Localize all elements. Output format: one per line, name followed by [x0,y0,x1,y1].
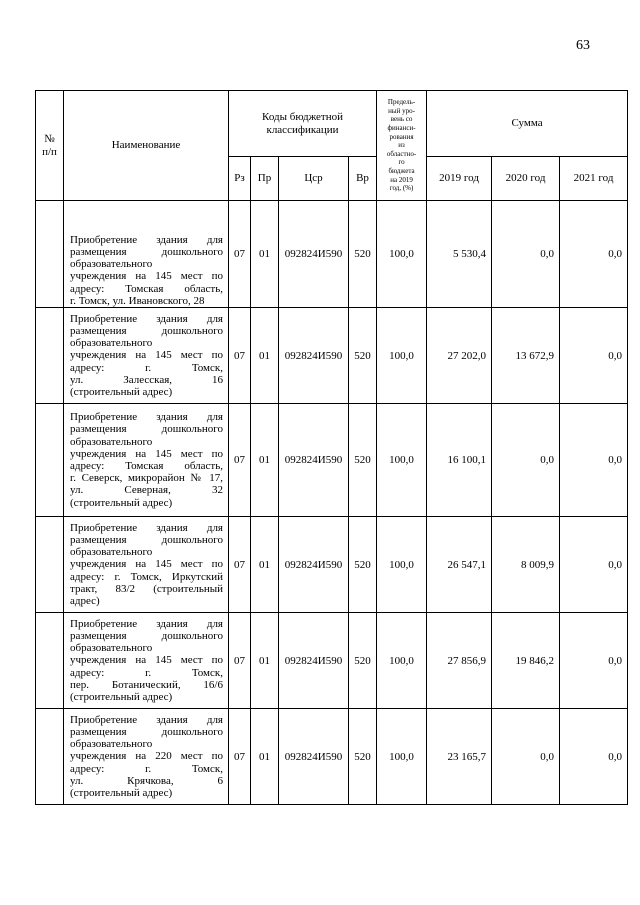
row-2020-cell: 19 846,2 [492,613,560,709]
row-number-cell [36,308,64,404]
header-sum: Сумма [427,91,628,157]
header-num: № п/п [36,91,64,201]
row-csr-cell: 092824И590 [279,404,349,517]
row-vr-cell: 520 [349,613,377,709]
table-row [36,201,628,308]
row-vr-cell: 520 [349,308,377,404]
row-2021-cell: 0,0 [560,517,628,613]
row-name-line: (строительный адрес) [70,386,173,398]
row-name-line: адресу: г. Томск, Иркутский [70,570,223,583]
table-body [36,201,628,805]
row-pr-cell: 01 [251,517,279,613]
row-name-line: размещения дошкольного [70,629,223,642]
row-pr-cell: 01 [251,613,279,709]
row-number-cell [36,201,64,308]
row-name-line: г. Томск, ул. Ивановского, 28 [70,294,205,307]
row-csr-cell: 092824И590 [279,709,349,805]
header-2020: 2020 год [492,157,560,201]
row-name-cell [64,517,229,613]
row-2020-cell: 8 009,9 [492,517,560,613]
row-name-line: образовательного [70,642,153,655]
row-vr-cell: 520 [349,404,377,517]
row-2021-cell: 0,0 [560,613,628,709]
row-csr-cell: 092824И590 [279,308,349,404]
header-limit: Предель- ный уро- вень со финанси- рования из областно- го бюджета на 2019 год, (%) [377,91,427,201]
row-name-line: адресу: г. Томск, [70,666,223,679]
row-name-line: образовательного [70,546,153,559]
row-name-cell [64,308,229,404]
row-rz-cell: 07 [229,404,251,517]
row-name-line: размещения дошкольного [70,423,223,436]
row-pr-cell: 01 [251,404,279,517]
row-name-line: Приобретение здания для [70,617,223,630]
row-name-line: адрес) [70,595,100,607]
row-rz-cell: 07 [229,308,251,404]
table-row [36,517,628,613]
row-number-cell [36,709,64,805]
header-2019: 2019 год [427,157,492,201]
header-codes: Коды бюджетной классификации [229,91,377,157]
header-vr: Вр [349,157,377,201]
budget-table [35,90,628,805]
table-row [36,709,628,805]
header-name: Наименование [64,91,229,201]
row-name-line: учреждения на 220 мест по [70,750,223,763]
row-2019-cell: 5 530,4 [427,201,492,308]
row-pr-cell: 01 [251,308,279,404]
table-row [36,613,628,709]
row-pr-cell: 01 [251,709,279,805]
row-name-line: образовательного [70,738,153,751]
row-2020-cell: 13 672,9 [492,308,560,404]
row-name-cell [64,201,229,308]
row-name-line: ул. Залесская, 16 [70,373,223,386]
row-name-cell [64,613,229,709]
row-2019-cell: 26 547,1 [427,517,492,613]
row-name-line: (строительный адрес) [70,691,173,703]
page-number: 63 [576,38,590,53]
row-number-cell [36,404,64,517]
row-2021-cell: 0,0 [560,404,628,517]
row-name-line: Приобретение здания для [70,521,223,534]
table-header-row-1 [36,91,628,157]
row-name-line: адресу: Томская область, [70,460,223,472]
row-2020-cell: 0,0 [492,404,560,517]
row-name-line: размещения дошкольного [70,725,223,738]
row-name-line: ул. Северная, 32 [70,484,223,497]
row-limit-cell: 100,0 [377,201,427,308]
row-name-cell [64,709,229,805]
table-row [36,308,628,404]
row-name-line: адресу: Томская область, [70,282,223,295]
row-2021-cell: 0,0 [560,308,628,404]
header-csr: Цср [279,157,349,201]
row-2021-cell: 0,0 [560,201,628,308]
row-name-line: учреждения на 145 мест по [70,447,223,460]
row-2019-cell: 27 856,9 [427,613,492,709]
row-name-line: Приобретение здания для [70,411,223,424]
row-csr-cell: 092824И590 [279,517,349,613]
row-name-line: размещения дошкольного [70,533,223,546]
row-limit-cell: 100,0 [377,709,427,805]
row-name-line: Приобретение здания для [70,233,223,246]
row-rz-cell: 07 [229,201,251,308]
row-rz-cell: 07 [229,613,251,709]
header-rz: Рз [229,157,251,201]
header-pr: Пр [251,157,279,201]
row-2019-cell: 16 100,1 [427,404,492,517]
row-name-line: ул. Крячкова, 6 [70,774,223,787]
row-2020-cell: 0,0 [492,709,560,805]
row-name-line: Приобретение здания для [70,312,223,325]
row-name-line: учреждения на 145 мест по [70,349,223,362]
row-2019-cell: 23 165,7 [427,709,492,805]
row-name-line: образовательного [70,258,153,271]
row-2020-cell: 0,0 [492,201,560,308]
row-name-line: (строительный адрес) [70,496,173,509]
row-csr-cell: 092824И590 [279,201,349,308]
row-pr-cell: 01 [251,201,279,308]
row-name-line: г. Северск, микрорайон № 17, [70,472,223,485]
row-limit-cell: 100,0 [377,613,427,709]
row-limit-cell: 100,0 [377,404,427,517]
row-rz-cell: 07 [229,517,251,613]
row-name-line: размещения дошкольного [70,245,223,258]
row-2019-cell: 27 202,0 [427,308,492,404]
row-name-line: адресу: г. Томск, [70,361,223,374]
row-name-line: учреждения на 145 мест по [70,558,223,571]
row-name-line: образовательного [70,337,153,350]
row-name-line: образовательного [70,435,153,448]
row-name-line: размещения дошкольного [70,324,223,337]
row-vr-cell: 520 [349,709,377,805]
row-number-cell [36,613,64,709]
row-vr-cell: 520 [349,201,377,308]
row-name-line: Приобретение здания для [70,713,223,726]
header-2021: 2021 год [560,157,628,201]
row-limit-cell: 100,0 [377,308,427,404]
row-name-line: тракт, 83/2 (строительный [70,582,223,595]
row-name-line: адресу: г. Томск, [70,762,223,775]
row-rz-cell: 07 [229,709,251,805]
row-name-line: учреждения на 145 мест по [70,270,223,283]
row-vr-cell: 520 [349,517,377,613]
row-csr-cell: 092824И590 [279,613,349,709]
row-name-line: (строительный адрес) [70,787,173,799]
row-number-cell [36,517,64,613]
row-limit-cell: 100,0 [377,517,427,613]
row-name-line: пер. Ботанический, 16/6 [70,678,223,691]
row-2021-cell: 0,0 [560,709,628,805]
row-name-line: учреждения на 145 мест по [70,654,223,667]
table-row [36,404,628,517]
row-name-cell [64,404,229,517]
